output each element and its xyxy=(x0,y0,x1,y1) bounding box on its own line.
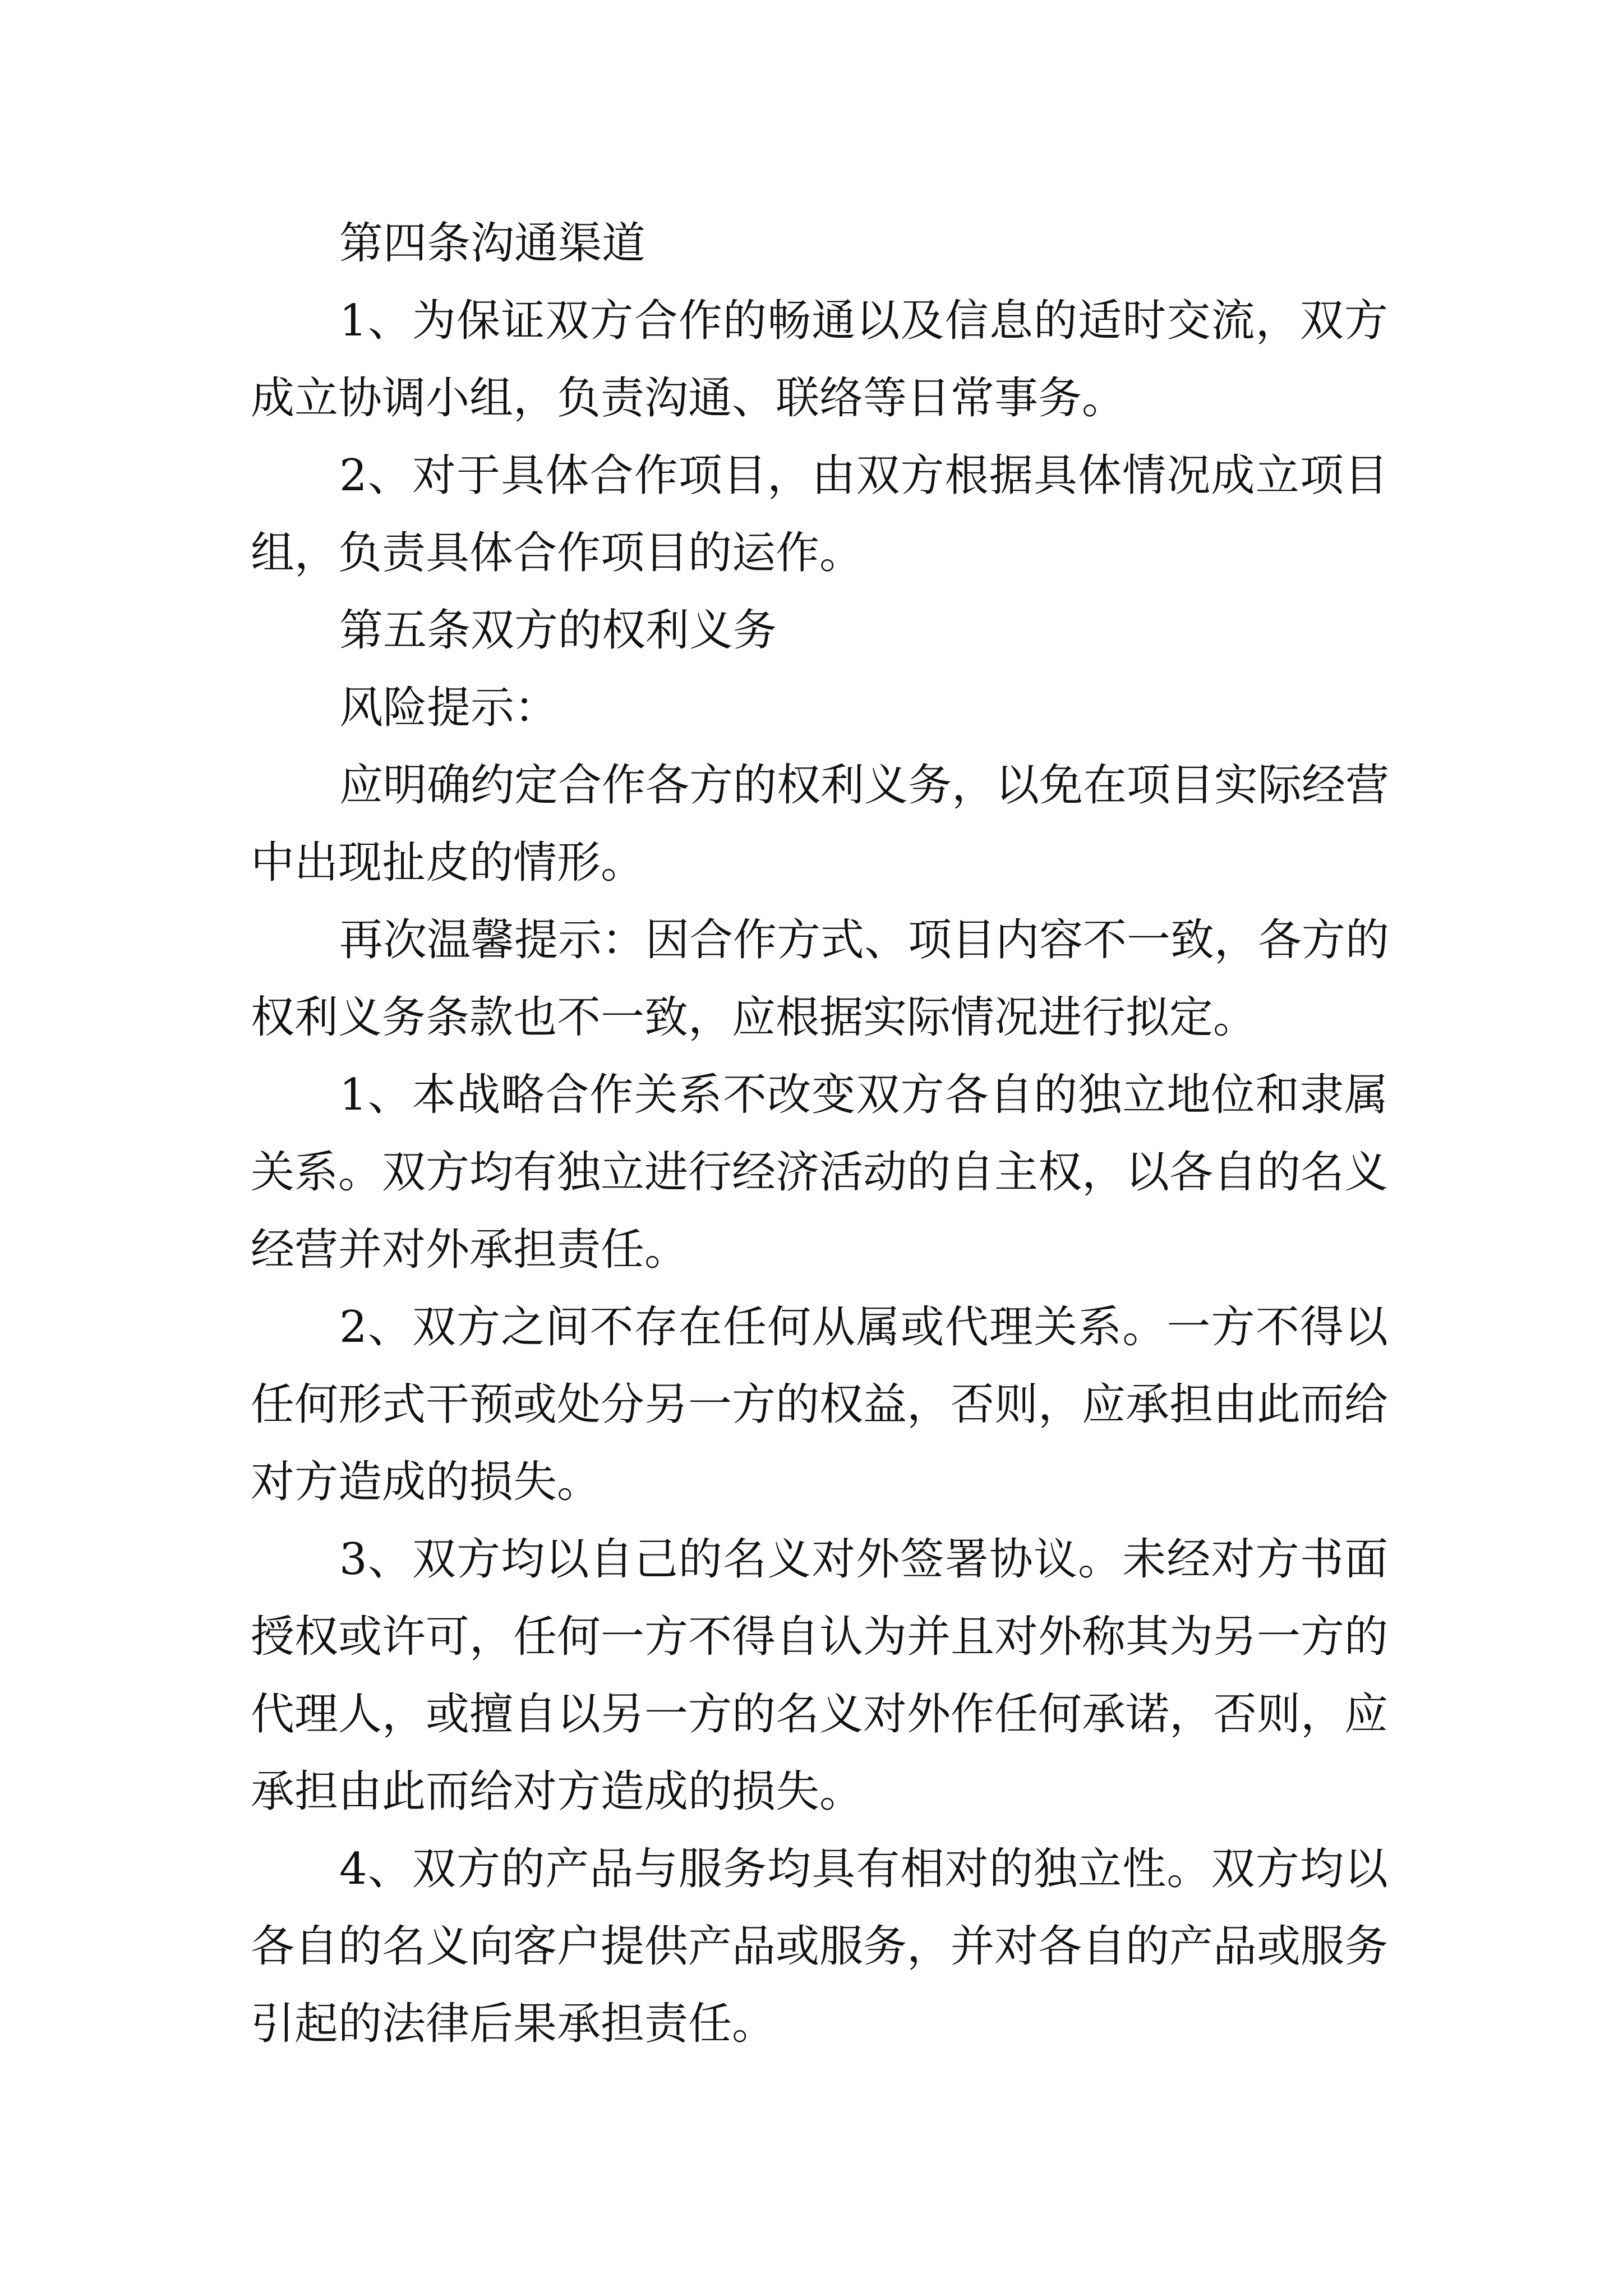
clause-5-1 xyxy=(251,1056,1388,1289)
text-line: 风险提示： xyxy=(339,683,559,733)
reminder-text xyxy=(251,901,1388,1056)
text-line: 组，负责具体合作项目的运作。 xyxy=(251,528,864,578)
text-line: 成立协调小组，负责沟通、联络等日常事务。 xyxy=(251,373,1126,424)
text-line: 1、本战略合作关系不改变双方各自的独立地位和隶属 xyxy=(339,1070,1388,1120)
text-line: 引起的法律后果承担责任。 xyxy=(251,1999,776,2049)
text-line: 对方造成的损失。 xyxy=(251,1457,601,1507)
clause-5-3 xyxy=(251,1521,1388,1830)
text-line: 承担由此而给对方造成的损失。 xyxy=(251,1766,864,1817)
text-line: 2、双方之间不存在任何从属或代理关系。一方不得以 xyxy=(339,1302,1388,1352)
text-line: 任何形式干预或处分另一方的权益，否则，应承担由此而给 xyxy=(251,1379,1389,1430)
text-line: 应明确约定合作各方的权利义务，以免在项目实际经营 xyxy=(339,760,1390,811)
text-line: 授权或许可，任何一方不得自认为并且对外称其为另一方的 xyxy=(251,1612,1389,1662)
clause-5-4 xyxy=(251,1830,1388,2063)
article-5-heading xyxy=(251,592,1388,669)
text-line: 3、双方均以自己的名义对外签署协议。未经对方书面 xyxy=(339,1534,1388,1585)
text-line: 权利义务条款也不一致，应根据实际情况进行拟定。 xyxy=(251,992,1257,1043)
text-line: 第四条沟通渠道 xyxy=(339,218,646,269)
text-line: 中出现扯皮的情形。 xyxy=(251,838,645,888)
text-line: 第五条双方的权利义务 xyxy=(339,605,777,656)
document-body xyxy=(251,205,1388,2063)
text-line: 再次温馨提示：因合作方式、项目内容不一致，各方的 xyxy=(339,915,1390,965)
text-line: 4、双方的产品与服务均具有相对的独立性。双方均以 xyxy=(339,1844,1388,1894)
clause-5-2 xyxy=(251,1289,1388,1521)
text-line: 1、为保证双方合作的畅通以及信息的适时交流，双方 xyxy=(339,296,1388,346)
risk-notice-text xyxy=(251,747,1388,901)
text-line: 代理人，或擅自以另一方的名义对外作任何承诺，否则，应 xyxy=(251,1689,1389,1740)
text-line: 各自的名义向客户提供产品或服务，并对各自的产品或服务 xyxy=(251,1921,1389,1972)
text-line: 2、对于具体合作项目，由双方根据具体情况成立项目 xyxy=(339,450,1388,501)
article-4-heading xyxy=(251,205,1388,282)
clause-4-1 xyxy=(251,282,1388,437)
risk-notice-label xyxy=(251,669,1388,747)
text-line: 经营并对外承担责任。 xyxy=(251,1225,689,1275)
text-line: 关系。双方均有独立进行经济活动的自主权，以各自的名义 xyxy=(251,1147,1389,1198)
clause-4-2 xyxy=(251,437,1388,592)
